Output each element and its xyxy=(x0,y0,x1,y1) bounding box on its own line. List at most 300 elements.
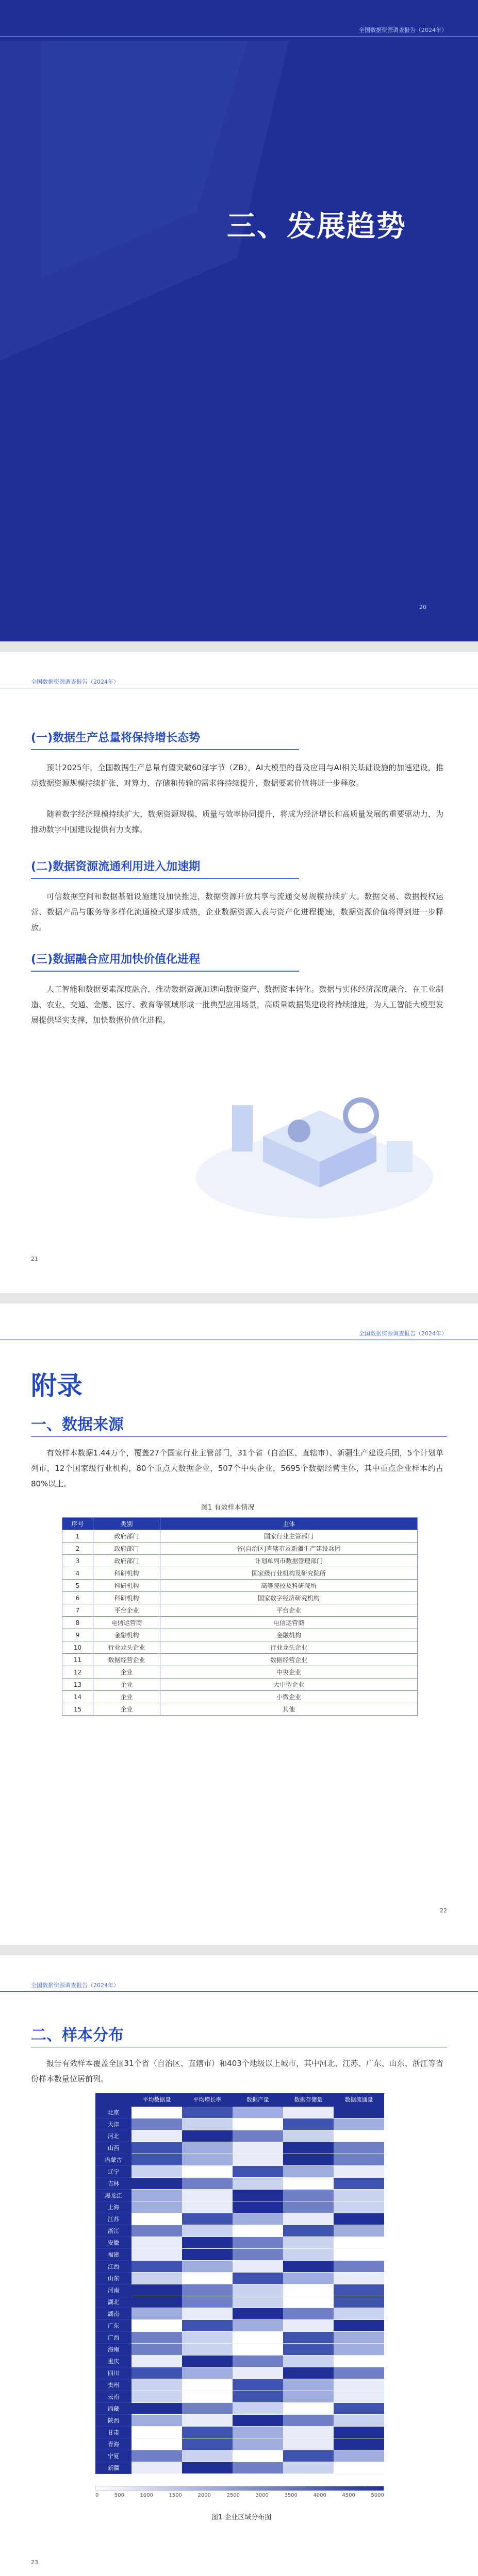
heatmap-cell xyxy=(182,2273,233,2284)
heatmap-cell xyxy=(131,2332,182,2344)
table-cell: 科研机构 xyxy=(93,1580,160,1592)
heatmap-cell xyxy=(182,2119,233,2130)
heatmap-cell xyxy=(283,2391,334,2403)
table-caption: 图1 有效样本情况 xyxy=(201,1504,255,1512)
heatmap xyxy=(95,2093,384,2474)
heatmap-cell xyxy=(334,2462,384,2474)
heatmap-cell xyxy=(131,2296,182,2308)
heatmap-cell xyxy=(334,2225,384,2237)
page-number: 23 xyxy=(31,2559,38,2566)
table-cell: 10 xyxy=(62,1641,93,1654)
heatmap-cell xyxy=(131,2119,182,2130)
heatmap-cell xyxy=(334,2178,384,2190)
heatmap-row-label: 天津 xyxy=(95,2119,131,2130)
table-cell: 金融机构 xyxy=(160,1629,418,1641)
table-cell: 3 xyxy=(62,1555,93,1567)
heatmap-cell xyxy=(131,2344,182,2355)
heatmap-cell xyxy=(233,2154,283,2166)
heatmap-cell xyxy=(283,2201,334,2213)
table-header-cell: 类别 xyxy=(93,1518,160,1530)
heatmap-cell xyxy=(182,2142,233,2154)
heatmap-cell xyxy=(283,2367,334,2379)
heatmap-cell xyxy=(131,2391,182,2403)
heatmap-cell xyxy=(182,2154,233,2166)
table-cell: 电信运营商 xyxy=(160,1617,418,1629)
heatmap-cell xyxy=(233,2142,283,2154)
heatmap-row xyxy=(95,2166,384,2178)
heatmap-cell xyxy=(283,2355,334,2367)
header-rule xyxy=(0,36,478,37)
heatmap-cell xyxy=(334,2249,384,2261)
heatmap-row-label: 四川 xyxy=(95,2367,131,2379)
legend-tick-label: 500 xyxy=(114,2493,124,2498)
heatmap-row xyxy=(95,2355,384,2367)
heatmap-row xyxy=(95,2367,384,2379)
legend-tick-label: 4000 xyxy=(313,2493,326,2498)
heatmap-legend xyxy=(95,2486,384,2498)
heatmap-row-label: 广西 xyxy=(95,2332,131,2344)
table-row xyxy=(62,1555,418,1567)
heatmap-row xyxy=(95,2273,384,2284)
heatmap-cell xyxy=(334,2355,384,2367)
table-cell: 省(自治区)直辖市及新疆生产建设兵团 xyxy=(160,1543,418,1555)
heatmap-cell xyxy=(334,2427,384,2438)
heatmap-cell xyxy=(182,2178,233,2190)
heatmap-cell xyxy=(131,2462,182,2474)
heatmap-cell xyxy=(233,2308,283,2320)
heatmap-cell xyxy=(334,2107,384,2119)
table-row xyxy=(62,1592,418,1604)
heatmap-row xyxy=(95,2415,384,2427)
cover-page xyxy=(0,0,478,641)
heatmap-row xyxy=(95,2201,384,2213)
page-number: 22 xyxy=(440,1907,447,1914)
table-row xyxy=(62,1604,418,1617)
heatmap-row xyxy=(95,2225,384,2237)
heatmap-cell xyxy=(334,2130,384,2142)
heatmap-row-label: 福建 xyxy=(95,2249,131,2261)
heatmap-cell xyxy=(283,2213,334,2225)
heatmap-row-label: 江苏 xyxy=(95,2213,131,2225)
heatmap-cell xyxy=(131,2379,182,2391)
table-cell: 政府部门 xyxy=(93,1555,160,1567)
page-gap xyxy=(0,1293,478,1303)
heatmap-col-header: 数据产量 xyxy=(233,2093,283,2107)
heatmap-cell xyxy=(283,2261,334,2273)
table-cell: 国家级行业机构及研究院所 xyxy=(160,1567,418,1580)
heatmap-cell xyxy=(182,2249,233,2261)
heatmap-cell xyxy=(131,2450,182,2462)
table-cell: 4 xyxy=(62,1567,93,1580)
table-row xyxy=(62,1617,418,1629)
table-cell: 小微企业 xyxy=(160,1691,418,1703)
heatmap-row xyxy=(95,2107,384,2119)
heatmap-cell xyxy=(233,2249,283,2261)
heatmap-cell xyxy=(334,2391,384,2403)
heatmap-cell xyxy=(131,2213,182,2225)
table-header-cell: 序号 xyxy=(62,1518,93,1530)
heatmap-row xyxy=(95,2284,384,2296)
table-cell: 中央企业 xyxy=(160,1666,418,1679)
paragraph: 有效样本数据1.44万个，覆盖27个国家行业主管部门，31个省（自治区、直辖市）、新疆生产建设兵团，5个计划单列市，12个国家级行业机构，80个重点大数据企业，507个中央企业，5695个数据经营主体，其中重点企业样本约占80%以上。 xyxy=(31,1448,443,1488)
heatmap-row-label: 河南 xyxy=(95,2284,131,2296)
heatmap-cell xyxy=(283,2450,334,2462)
heatmap-cell xyxy=(182,2201,233,2213)
heatmap-cell xyxy=(233,2284,283,2296)
heatmap-cell xyxy=(131,2107,182,2119)
heatmap-cell xyxy=(334,2201,384,2213)
table-cell: 平台企业 xyxy=(160,1604,418,1617)
heatmap-cell xyxy=(182,2284,233,2296)
heatmap-cell xyxy=(233,2320,283,2332)
heatmap-cell xyxy=(182,2391,233,2403)
heatmap-cell xyxy=(283,2296,334,2308)
paragraph: 报告有效样本覆盖全国31个省（自治区、直辖市）和403个地级以上城市，其中河北、江苏、广东、山东、浙江等省份样本数量位居前列。 xyxy=(31,2059,443,2083)
heatmap-row xyxy=(95,2213,384,2225)
section-title: 二、样本分布 xyxy=(31,2026,124,2044)
heatmap-cell xyxy=(283,2119,334,2130)
heatmap-cell xyxy=(182,2320,233,2332)
heatmap-cell xyxy=(233,2344,283,2355)
heatmap-col-header: 数据存储量 xyxy=(283,2093,334,2107)
heatmap-cell xyxy=(131,2166,182,2178)
heatmap-cell xyxy=(233,2379,283,2391)
heatmap-cell xyxy=(233,2166,283,2178)
heatmap-cell xyxy=(131,2225,182,2237)
heatmap-cell xyxy=(283,2142,334,2154)
heatmap-cell xyxy=(233,2273,283,2284)
heatmap-cell xyxy=(182,2344,233,2355)
heatmap-row xyxy=(95,2249,384,2261)
heatmap-cell xyxy=(334,2213,384,2225)
heatmap-cell xyxy=(233,2213,283,2225)
heatmap-cell xyxy=(334,2344,384,2355)
heatmap-row-label: 安徽 xyxy=(95,2237,131,2249)
table-cell: 其他 xyxy=(160,1703,418,1716)
legend-tick-label: 4500 xyxy=(342,2493,355,2498)
heatmap-cell xyxy=(233,2130,283,2142)
heatmap-cell xyxy=(131,2237,182,2249)
heatmap-cell xyxy=(334,2142,384,2154)
heatmap-cell xyxy=(283,2344,334,2355)
table-cell: 科研机构 xyxy=(93,1592,160,1604)
heatmap-cell xyxy=(131,2320,182,2332)
page-number: 21 xyxy=(31,1256,38,1262)
heatmap-cell xyxy=(283,2190,334,2201)
heatmap-cell xyxy=(334,2320,384,2332)
heatmap-row-label: 湖南 xyxy=(95,2308,131,2320)
heatmap-cell xyxy=(182,2332,233,2344)
table-header-cell: 主体 xyxy=(160,1518,418,1530)
heatmap-row xyxy=(95,2427,384,2438)
table-cell: 1 xyxy=(62,1530,93,1543)
heatmap-cell xyxy=(182,2166,233,2178)
heatmap-row xyxy=(95,2403,384,2415)
heatmap-row xyxy=(95,2379,384,2391)
heatmap-cell xyxy=(334,2284,384,2296)
heatmap-cell xyxy=(182,2225,233,2237)
heatmap-cell xyxy=(131,2355,182,2367)
heatmap-cell xyxy=(131,2154,182,2166)
heatmap-cell xyxy=(131,2438,182,2450)
heatmap-cell xyxy=(283,2154,334,2166)
heatmap-cell xyxy=(131,2130,182,2142)
isometric-illustration xyxy=(186,1074,443,1229)
paragraph: 人工智能和数据要素深度融合，推动数据资源加速向数据资产、数据资本转化。数据与实体经济深度融合，在工业制造、农业、交通、金融、医疗、教育等领域形成一批典型应用场景，高质量数据集建设将持续推进，为人工智能大模型发展提供坚实支撑，加快数据价值化进程。 xyxy=(31,985,443,1025)
heatmap-cell xyxy=(283,2107,334,2119)
table-cell: 大中型企业 xyxy=(160,1679,418,1691)
heatmap-cell xyxy=(233,2201,283,2213)
heatmap-cell xyxy=(182,2107,233,2119)
table-cell: 企业 xyxy=(93,1666,160,1679)
heatmap-cell xyxy=(182,2296,233,2308)
table-cell: 企业 xyxy=(93,1703,160,1716)
table-cell: 平台企业 xyxy=(93,1604,160,1617)
table-row xyxy=(62,1703,418,1716)
heatmap-row-label: 重庆 xyxy=(95,2355,131,2367)
heatmap-row-label: 广东 xyxy=(95,2320,131,2332)
heatmap-row-label: 青海 xyxy=(95,2438,131,2450)
table-cell: 12 xyxy=(62,1666,93,1679)
table-cell: 数据经营企业 xyxy=(93,1654,160,1666)
heatmap-row xyxy=(95,2119,384,2130)
heatmap-cell xyxy=(233,2190,283,2201)
heatmap-row-label: 新疆 xyxy=(95,2462,131,2474)
heatmap-cell xyxy=(182,2450,233,2462)
table-row xyxy=(62,1679,418,1691)
heatmap-cell xyxy=(233,2261,283,2273)
heatmap-cell xyxy=(182,2130,233,2142)
heatmap-cell xyxy=(334,2367,384,2379)
heatmap-cell xyxy=(233,2427,283,2438)
heatmap-cell xyxy=(283,2320,334,2332)
heatmap-row-label: 湖北 xyxy=(95,2296,131,2308)
heatmap-cell xyxy=(131,2273,182,2284)
appendix-page xyxy=(0,1303,478,1945)
table-cell: 政府部门 xyxy=(93,1530,160,1543)
page-gap xyxy=(0,1945,478,1955)
heatmap-row xyxy=(95,2450,384,2462)
heatmap-cell xyxy=(334,2403,384,2415)
heatmap-row-label: 甘肃 xyxy=(95,2427,131,2438)
appendix-title: 附录 xyxy=(31,1371,83,1401)
section-title: (二)数据资源流通利用进入加速期 xyxy=(31,858,299,879)
heatmap-cell xyxy=(233,2391,283,2403)
heatmap-row xyxy=(95,2332,384,2344)
heatmap-cell xyxy=(131,2284,182,2296)
heatmap-row xyxy=(95,2296,384,2308)
heatmap-row-label: 江西 xyxy=(95,2261,131,2273)
heatmap-row-label: 海南 xyxy=(95,2344,131,2355)
legend-tick-label: 3500 xyxy=(284,2493,298,2498)
heatmap-cell xyxy=(182,2438,233,2450)
heatmap-row-label: 宁夏 xyxy=(95,2450,131,2462)
heatmap-cell xyxy=(182,2308,233,2320)
table-cell: 行业龙头企业 xyxy=(93,1641,160,1654)
heatmap-cell xyxy=(283,2308,334,2320)
heatmap-row-label: 西藏 xyxy=(95,2403,131,2415)
heatmap-cell xyxy=(131,2249,182,2261)
heatmap-cell xyxy=(334,2190,384,2201)
heatmap-row xyxy=(95,2438,384,2450)
table-cell: 政府部门 xyxy=(93,1543,160,1555)
table-row xyxy=(62,1530,418,1543)
heatmap-row-label: 辽宁 xyxy=(95,2166,131,2178)
section-title: (一)数据生产总量将保持增长态势 xyxy=(31,729,299,750)
heatmap-row xyxy=(95,2391,384,2403)
legend-tick-label: 2500 xyxy=(226,2493,240,2498)
heatmap-row-label: 山东 xyxy=(95,2273,131,2284)
heatmap-cell xyxy=(233,2403,283,2415)
heatmap-row xyxy=(95,2142,384,2154)
heatmap-cell xyxy=(131,2415,182,2427)
page-header: 全国数据资源调查报告（2024年） xyxy=(359,27,447,33)
heatmap-cell xyxy=(283,2166,334,2178)
heatmap-cell xyxy=(131,2142,182,2154)
table-row xyxy=(62,1543,418,1555)
table-cell: 金融机构 xyxy=(93,1629,160,1641)
heatmap-cell xyxy=(283,2130,334,2142)
heatmap-cell xyxy=(233,2225,283,2237)
table-cell: 9 xyxy=(62,1629,93,1641)
heatmap-cell xyxy=(131,2403,182,2415)
heatmap-cell xyxy=(283,2415,334,2427)
legend-tick-label: 3000 xyxy=(255,2493,269,2498)
heatmap-col-header: 平均数据量 xyxy=(131,2093,182,2107)
table-cell: 企业 xyxy=(93,1691,160,1703)
heatmap-row xyxy=(95,2130,384,2142)
heatmap-cell xyxy=(334,2166,384,2178)
table-cell: 14 xyxy=(62,1691,93,1703)
figure-caption: 图1 企业区域分布图 xyxy=(211,2514,272,2521)
section-rule xyxy=(31,1436,447,1437)
heatmap-cell xyxy=(334,2119,384,2130)
heatmap-cell xyxy=(233,2355,283,2367)
heatmap-row-label: 陕西 xyxy=(95,2415,131,2427)
heatmap-row-label: 贵州 xyxy=(95,2379,131,2391)
heatmap-cell xyxy=(334,2438,384,2450)
distribution-page xyxy=(0,1955,478,2576)
table-body xyxy=(62,1530,418,1716)
heatmap-cell xyxy=(233,2332,283,2344)
header-rule xyxy=(0,1991,478,1992)
heatmap-row-label: 浙江 xyxy=(95,2225,131,2237)
table-row xyxy=(62,1691,418,1703)
heatmap-cell xyxy=(283,2403,334,2415)
page-header: 全国数据资源调查报告（2024年） xyxy=(359,1330,447,1337)
heatmap-cell xyxy=(233,2438,283,2450)
paragraph: 可信数据空间和数据基础设施建设加快推进，数据资源开放共享与流通交易规模持续扩大。数据交易、数据授权运营、数据产品与服务等多样化流通模式逐步成熟，企业数据资源入表与资产化进程提速，数据资源价值将得到进一步释放。 xyxy=(31,892,443,932)
heatmap-cell xyxy=(182,2213,233,2225)
paragraph: 随着数字经济规模持续扩大，数据资源规模、质量与效率协同提升，将成为经济增长和高质量发展的重要驱动力，为推动数字中国建设提供有力支撑。 xyxy=(31,809,443,834)
heatmap-cell xyxy=(233,2119,283,2130)
heatmap-cell xyxy=(283,2237,334,2249)
heatmap-cell xyxy=(182,2237,233,2249)
heatmap-row-label: 黑龙江 xyxy=(95,2190,131,2201)
heatmap-cell xyxy=(334,2296,384,2308)
heatmap-cell xyxy=(283,2225,334,2237)
heatmap-cell xyxy=(334,2261,384,2273)
heatmap-cell xyxy=(182,2261,233,2273)
legend-tick-label: 5000 xyxy=(371,2493,384,2498)
heatmap-cell xyxy=(131,2201,182,2213)
table-cell: 行业龙头企业 xyxy=(160,1641,418,1654)
heatmap-cell xyxy=(283,2379,334,2391)
table-cell: 高等院校及科研院所 xyxy=(160,1580,418,1592)
heatmap-cell xyxy=(131,2367,182,2379)
heatmap-cell xyxy=(233,2462,283,2474)
heatmap-cell xyxy=(334,2332,384,2344)
table-cell: 电信运营商 xyxy=(93,1617,160,1629)
heatmap-cell xyxy=(334,2154,384,2166)
heatmap-cell xyxy=(334,2450,384,2462)
table-row xyxy=(62,1629,418,1641)
heatmap-row xyxy=(95,2190,384,2201)
page-header: 全国数据资源调查报告（2024年） xyxy=(31,679,119,685)
heatmap-row xyxy=(95,2261,384,2273)
heatmap-corner xyxy=(95,2093,131,2107)
table-cell: 科研机构 xyxy=(93,1567,160,1580)
heatmap-cell xyxy=(182,2462,233,2474)
section-title: (三)数据融合应用加快价值化进程 xyxy=(31,951,299,972)
table-cell: 数据经营企业 xyxy=(160,1654,418,1666)
section-title: 一、数据来源 xyxy=(31,1416,124,1434)
table-cell: 7 xyxy=(62,1604,93,1617)
table-cell: 5 xyxy=(62,1580,93,1592)
heatmap-row-label: 山西 xyxy=(95,2142,131,2154)
table-cell: 11 xyxy=(62,1654,93,1666)
legend-tick-label: 0 xyxy=(95,2493,99,2498)
page-number: 20 xyxy=(419,604,426,611)
table-cell: 8 xyxy=(62,1617,93,1629)
heatmap-cell xyxy=(131,2190,182,2201)
table-cell: 13 xyxy=(62,1679,93,1691)
legend-tick-label: 1000 xyxy=(140,2493,153,2498)
heatmap-cell xyxy=(233,2296,283,2308)
heatmap-cell xyxy=(233,2415,283,2427)
sample-table xyxy=(62,1517,418,1716)
heatmap-row xyxy=(95,2154,384,2166)
heatmap-cell xyxy=(131,2261,182,2273)
heatmap-cell xyxy=(131,2427,182,2438)
heatmap-row-label: 云南 xyxy=(95,2391,131,2403)
heatmap-cell xyxy=(334,2415,384,2427)
heatmap-cell xyxy=(283,2332,334,2344)
heatmap-cell xyxy=(233,2367,283,2379)
heatmap-row-label: 北京 xyxy=(95,2107,131,2119)
legend-gradient-bar xyxy=(95,2486,384,2491)
heatmap-row xyxy=(95,2344,384,2355)
heatmap-row-label: 河北 xyxy=(95,2130,131,2142)
heatmap-row xyxy=(95,2462,384,2474)
heatmap-cell xyxy=(283,2249,334,2261)
table-row xyxy=(62,1567,418,1580)
heatmap-cell xyxy=(233,2178,283,2190)
legend-tick-label: 1500 xyxy=(169,2493,182,2498)
heatmap-row xyxy=(95,2308,384,2320)
heatmap-cell xyxy=(283,2438,334,2450)
heatmap-cell xyxy=(182,2355,233,2367)
heatmap-row xyxy=(95,2320,384,2332)
heatmap-row xyxy=(95,2237,384,2249)
paragraph: 预计2025年，全国数据生产总量有望突破60泽字节（ZB），AI大模型的普及应用与AI相关基础设施的加速建设，推动数据资源规模持续扩张，对算力、存储和传输的需求将持续提升，数据要素价值将进一步释放。 xyxy=(31,763,443,788)
heatmap-cell xyxy=(334,2237,384,2249)
table-row xyxy=(62,1654,418,1666)
legend-tick-label: 2000 xyxy=(197,2493,211,2498)
heatmap-row-label: 吉林 xyxy=(95,2178,131,2190)
table-cell: 企业 xyxy=(93,1679,160,1691)
heatmap-cell xyxy=(283,2178,334,2190)
